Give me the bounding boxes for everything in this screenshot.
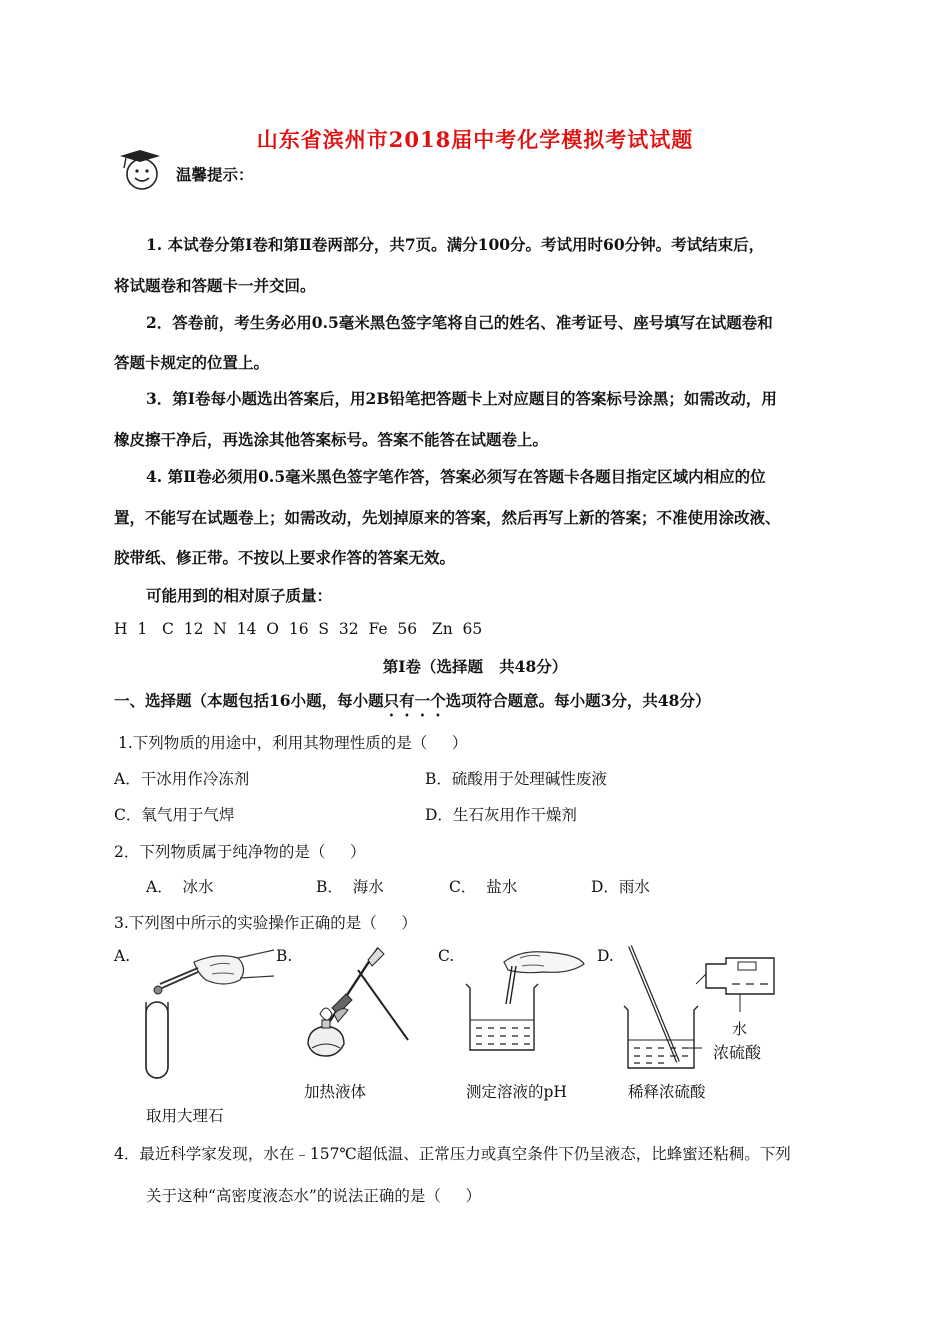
q2-option-b: B． 海水 (316, 878, 384, 896)
instruction-4-line-3: 胶带纸、修正带。不按以上要求作答的答案无效。 (114, 548, 456, 567)
q1-option-b: B．硫酸用于处理碱性废液 (425, 770, 607, 788)
part-one-suffix: 选项符合题意。每小题3分，共48分） (445, 691, 711, 710)
atomic-mass-list: H 1 C 12 N 14 O 16 S 32 Fe 56 Zn 65 (114, 620, 483, 638)
q4-line-1: 4．最近科学家发现，水在﹣157℃超低温、正常压力或真空条件下仍呈液态，比蜂蜜还粘稠。下列 (114, 1145, 791, 1163)
q1-option-a: A．干冰用作冷冻剂 (114, 770, 250, 788)
section-title: 第Ⅰ卷（选择题 共48分） (382, 657, 568, 676)
q2-stem: 2．下列物质属于纯净物的是（ ） (114, 843, 366, 861)
q3-caption-c: 测定溶液的pH (466, 1083, 567, 1101)
q1-stem: 1.下列物质的用途中，利用其物理性质的是（ ） (118, 734, 468, 752)
instruction-3-line-2: 橡皮擦干净后，再选涂其他答案标号。答案不能答在试题卷上。 (114, 430, 549, 449)
q3-stem: 3.下列图中所示的实验操作正确的是（ ） (114, 914, 417, 932)
figure-c-ph-test (460, 944, 590, 1068)
instruction-4-line-2: 置，不能写在试题卷上；如需改动，先划掉原来的答案，然后再写上新的答案；不准使用涂改液、 (114, 508, 781, 527)
figure-b-heating-liquid (298, 944, 418, 1064)
instruction-4-line-1: 4. 第Ⅱ卷必须用0.5毫米黑色签字笔作答，答案必须写在答题卡各题目指定区域内相应的位 (146, 467, 766, 486)
figure-d-label-water: 水 (732, 1020, 748, 1038)
q2-option-d: D．雨水 (591, 878, 650, 896)
instruction-2-line-1: 2．答卷前，考生务必用0.5毫米黑色签字笔将自己的姓名、准考证号、座号填写在试题卷和 (146, 313, 773, 332)
smiley-icon (116, 146, 164, 192)
instruction-2-line-2: 答题卡规定的位置上。 (114, 353, 270, 372)
part-one-prefix: 一、选择题（本题包括16小题，每小题 (114, 691, 384, 710)
document-title: 山东省滨州市2018届中考化学模拟考试试题 (256, 127, 694, 152)
q3-caption-b: 加热液体 (304, 1083, 367, 1101)
instruction-1-line-2: 将试题卷和答题卡一并交回。 (114, 276, 316, 295)
q3-label-b: B. (276, 947, 293, 965)
part-one-heading (114, 689, 710, 720)
instruction-1-line-1: 1. 本试卷分第Ⅰ卷和第Ⅱ卷两部分，共7页。满分100分。考试用时60分钟。考试结束后， (146, 235, 765, 254)
q3-label-a: A. (114, 947, 131, 965)
q2-option-a: A． 冰水 (146, 878, 214, 896)
q1-option-c: C．氧气用于气焊 (114, 806, 235, 824)
instruction-3-line-1: 3．第Ⅰ卷每小题选出答案后，用2B铅笔把答题卡上对应题目的答案标号涂黑；如需改动，用 (146, 389, 777, 408)
q3-caption-a: 取用大理石 (146, 1107, 224, 1125)
q3-caption-d: 稀释浓硫酸 (628, 1083, 706, 1101)
q2-option-c: C． 盐水 (449, 878, 518, 896)
q3-label-d: D. (597, 947, 614, 965)
q4-line-2: 关于这种“高密度液态水”的说法正确的是（ ） (146, 1187, 481, 1205)
q1-option-d: D．生石灰用作干燥剂 (425, 806, 577, 824)
part-one-emphasis: 只有一个 (383, 691, 446, 710)
figure-a-tweezers-test-tube (140, 948, 280, 1088)
figure-d-label-acid: 浓硫酸 (713, 1043, 762, 1062)
q3-label-c: C. (438, 947, 455, 965)
atomic-mass-heading: 可能用到的相对原子质量： (146, 586, 333, 605)
tips-heading: 温馨提示： (176, 165, 254, 184)
